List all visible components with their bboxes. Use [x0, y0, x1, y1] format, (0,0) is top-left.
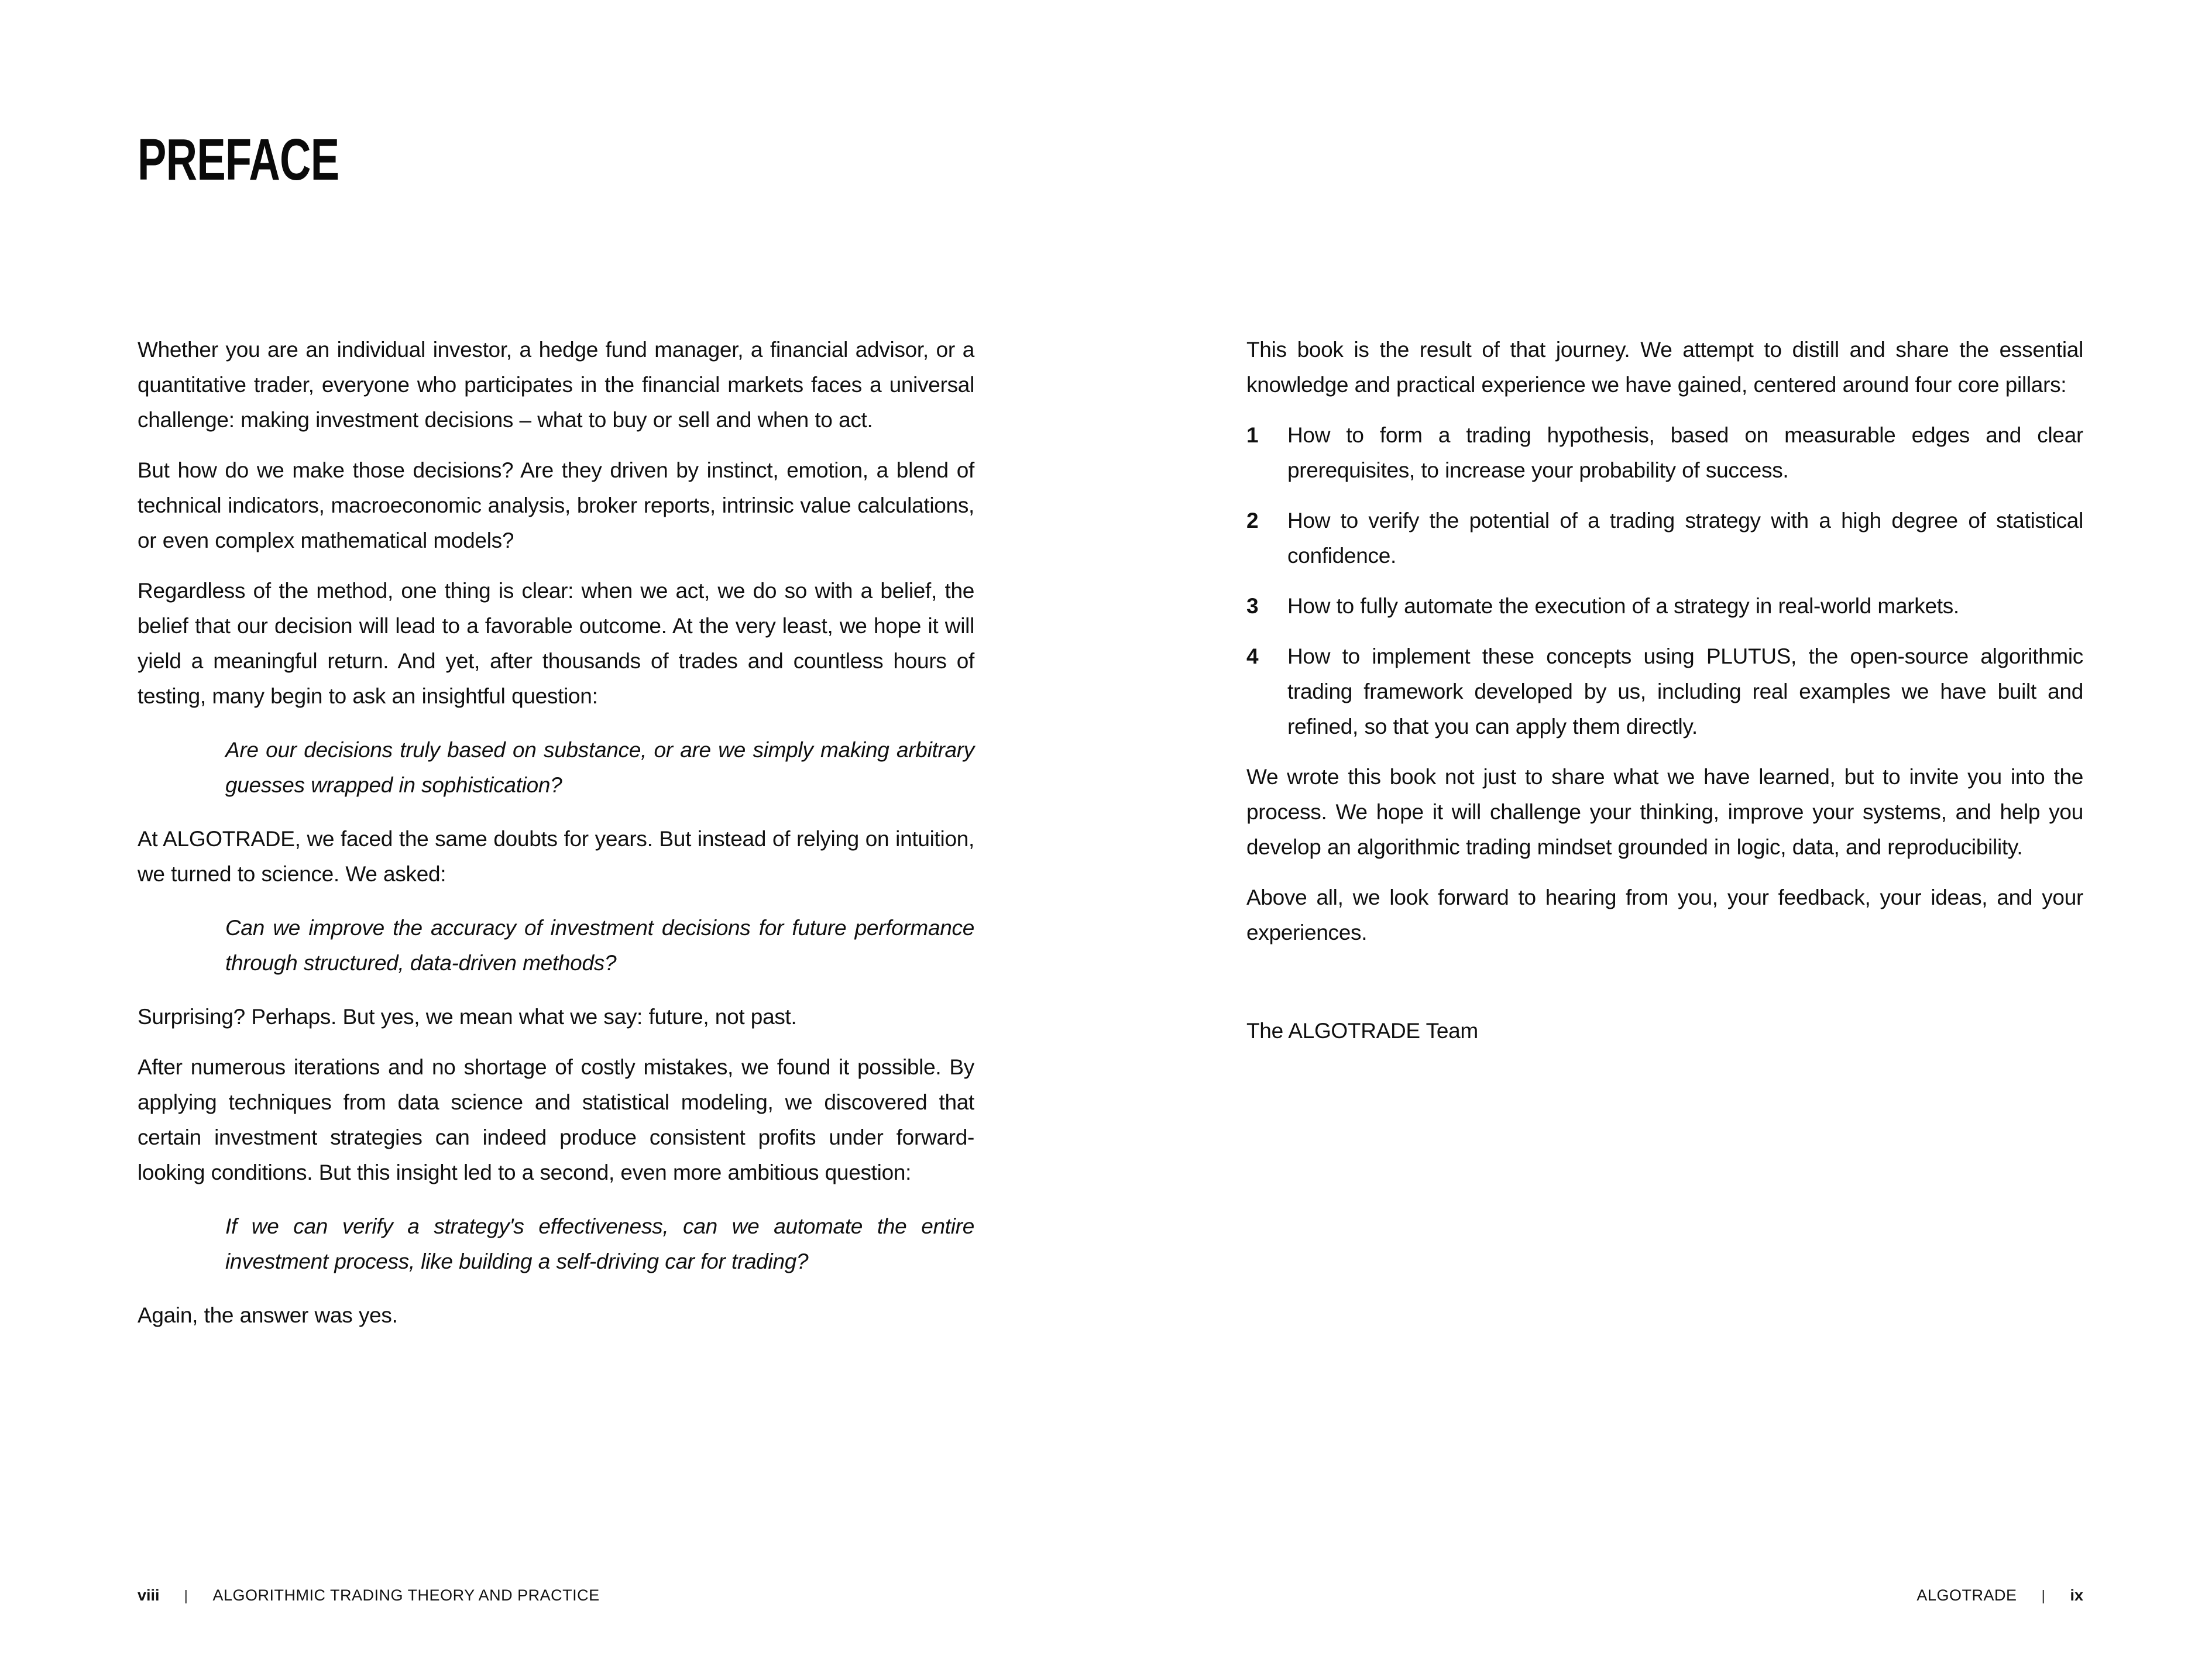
footer-page-number-left: viii	[138, 1586, 160, 1604]
paragraph: This book is the result of that journey. We attempt to distill and share the essential knowledge and practical experience we have gained, centered around four core pillars:	[1246, 338, 2083, 397]
pillar-number: 2	[1246, 509, 1259, 533]
paragraph: But how do we make those decisions? Are they driven by instinct, emotion, a blend of technical indicators, macroeconomic analysis, broker reports, intrinsic value calculations, or even complex mathematical models?	[138, 458, 974, 552]
pillar-text: How to fully automate the execution of a strategy in real-world markets.	[1287, 594, 1959, 618]
paragraph: Regardless of the method, one thing is clear: when we act, we do so with a belief, the belief that our decision will lead to a favorable outcome. At the very least, we hope it will yield a meaningful return. And yet, after thousands of trades and countless hours of testing, many begin to ask an insightful question:	[138, 579, 974, 708]
pillar-text: How to form a trading hypothesis, based on measurable edges and clear prerequisites, to increase your probability of success.	[1287, 423, 2083, 482]
two-column-layout	[138, 332, 2083, 1348]
block-quote: If we can verify a strategy's effectiveness, can we automate the entire investment process, like building a self-driving car for trading?	[225, 1214, 974, 1273]
block-quote: Are our decisions truly based on substance, or are we simply making arbitrary guesses wrapped in sophistication?	[225, 738, 974, 797]
footer-separator: |	[184, 1588, 188, 1604]
right-page-column	[1246, 332, 2083, 1348]
pillar-item	[1246, 639, 2083, 744]
pillar-item	[1246, 418, 2083, 488]
pillar-text: How to verify the potential of a trading strategy with a high degree of statistical confidence.	[1287, 509, 2083, 568]
signature: The ALGOTRADE Team	[1246, 1019, 1478, 1043]
pillar-item	[1246, 503, 2083, 573]
footer-page-number-right: ix	[2070, 1586, 2083, 1604]
paragraph: Whether you are an individual investor, a hedge fund manager, a financial advisor, or a quantitative trader, everyone who participates in the financial markets faces a universal challenge: making investment decisions – what to buy or sell and when to act.	[138, 338, 974, 432]
pillar-text: How to implement these concepts using PLUTUS, the open-source algorithmic trading framework developed by us, including real examples we have built and refined, so that you can apply them directly.	[1287, 644, 2083, 739]
footer-left	[138, 1586, 600, 1605]
paragraph: Above all, we look forward to hearing from you, your feedback, your ideas, and your experiences.	[1246, 885, 2083, 944]
paragraph: Surprising? Perhaps. But yes, we mean what we say: future, not past.	[138, 1005, 797, 1029]
footer-book-title: ALGORITHMIC TRADING THEORY AND PRACTICE	[212, 1586, 600, 1604]
pillar-number: 3	[1246, 594, 1259, 618]
footer-publisher: ALGOTRADE	[1916, 1586, 2017, 1604]
block-quote: Can we improve the accuracy of investment decisions for future performance through structured, data-driven methods?	[225, 916, 974, 975]
running-footer	[138, 1586, 2083, 1605]
pillar-number: 1	[1246, 423, 1259, 447]
pillar-number: 4	[1246, 644, 1259, 668]
footer-separator: |	[2041, 1588, 2046, 1604]
paragraph: After numerous iterations and no shortage of costly mistakes, we found it possible. By applying techniques from data science and statistical modeling, we discovered that certain investment strategies can indeed produce consistent profits under forward-looking conditions. But this insight led to a second, even more ambitious question:	[138, 1055, 974, 1184]
paragraph: We wrote this book not just to share what we have learned, but to invite you into the process. We hope it will challenge your thinking, improve your systems, and help you develop an algorithmic trading mindset grounded in logic, data, and reproducibility.	[1246, 765, 2083, 859]
paragraph: At ALGOTRADE, we faced the same doubts for years. But instead of relying on intuition, we turned to science. We asked:	[138, 827, 974, 886]
left-page-column	[138, 332, 974, 1348]
pillar-item	[1246, 589, 2083, 624]
paragraph: Again, the answer was yes.	[138, 1303, 398, 1327]
page-title: PREFACE	[138, 127, 339, 193]
footer-right	[1916, 1586, 2083, 1605]
